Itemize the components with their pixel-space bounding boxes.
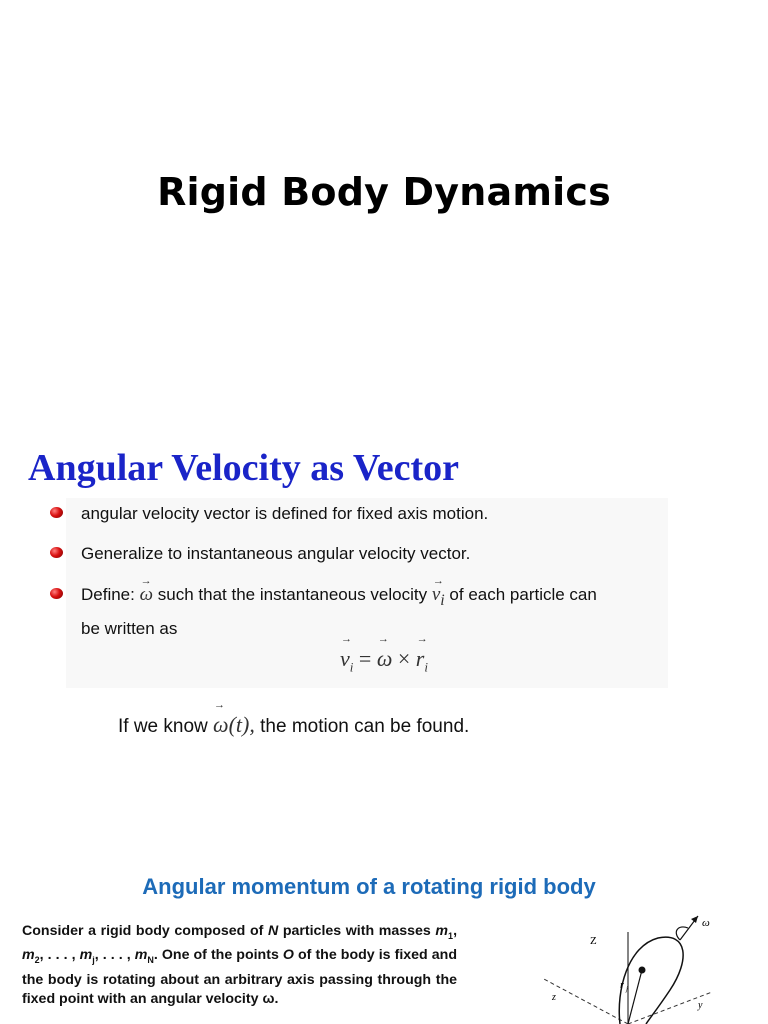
bullet-icon	[50, 547, 63, 558]
z-label: Z	[590, 935, 597, 947]
r-sub-label: j	[626, 985, 628, 993]
para-sub: N	[147, 955, 154, 966]
momentum-paragraph: Consider a rigid body composed of N particles with masses $m_1$, $m_2$, . . . , $m_j$, . . . , $m_N$. One of the points O of the body is fixed and the body is rotating about an arbitrary axis passing through the fixed point with an angular velocity ω.	[22, 923, 458, 1008]
bullet-text: Generalize to instantaneous angular velocity vector.	[81, 544, 471, 563]
velocity-equation	[0, 646, 768, 675]
para-m: m	[22, 947, 35, 964]
para-sub: 1	[448, 930, 454, 941]
slide-heading: Angular Velocity as Vector	[28, 447, 460, 489]
eq-v	[340, 646, 353, 675]
bullet-text: be written as	[81, 619, 178, 638]
eq-v-sub: i	[349, 659, 354, 675]
r-label: r	[620, 980, 624, 991]
position-vector	[628, 970, 642, 1024]
particle-dot	[639, 967, 646, 974]
omega-arrowhead	[691, 916, 698, 923]
define-mid: such that the instantaneous velocity	[157, 585, 428, 604]
para-dots: , . . . ,	[94, 947, 131, 964]
eq-v-symbol: v	[340, 646, 350, 671]
bullet-text	[81, 578, 597, 617]
page-title: Rigid Body Dynamics	[157, 170, 611, 214]
momentum-heading: Angular momentum of a rotating rigid body	[142, 874, 596, 899]
rigid-body-figure	[520, 910, 760, 1024]
eq-r	[416, 646, 428, 675]
omega-vector: → ω	[140, 578, 153, 611]
rigid-body-outline	[619, 937, 683, 1024]
eq-times: ×	[397, 646, 411, 671]
para-sub: 2	[34, 955, 40, 966]
omega-label: ω	[702, 917, 710, 929]
para-o: O	[282, 947, 294, 964]
know-statement	[118, 712, 469, 738]
eq-r-sub: i	[424, 659, 428, 675]
para-n: N	[267, 923, 279, 939]
eq-r-symbol: r	[415, 646, 425, 671]
para-m: m	[79, 947, 93, 964]
eq-omega: → ω	[377, 646, 393, 672]
define-suffix: of each particle can	[449, 585, 597, 604]
para-text: particles with masses	[282, 923, 431, 939]
velocity-vector	[432, 578, 445, 617]
eq-equals: =	[358, 646, 372, 671]
omega-t: → ω(t),	[213, 712, 255, 738]
para-m: m	[134, 947, 148, 964]
define-prefix: Define:	[81, 585, 135, 604]
para-text: . One of the points	[153, 947, 279, 964]
para-text: of the body is fixed and the body is rotating about an arbitrary axis passing through the fixed point with an angular velocity	[22, 947, 457, 1008]
z-lower-label: z	[552, 992, 556, 1003]
v-subscript: i	[440, 591, 445, 609]
para-sub: j	[92, 955, 95, 966]
para-dots: , . . . ,	[39, 947, 76, 964]
v-symbol: v	[431, 584, 441, 605]
bullet-icon	[50, 588, 63, 599]
know-suffix: the motion can be found.	[260, 716, 470, 737]
y-label: y	[698, 1000, 703, 1011]
bullet-text: angular velocity vector is defined for fixed axis motion.	[81, 504, 489, 523]
know-prefix: If we know	[118, 716, 208, 737]
bullet-icon	[50, 507, 63, 518]
para-omega: ω.	[262, 991, 279, 1008]
para-m: m	[435, 923, 449, 939]
para-text: Consider a rigid body composed of	[22, 923, 264, 939]
